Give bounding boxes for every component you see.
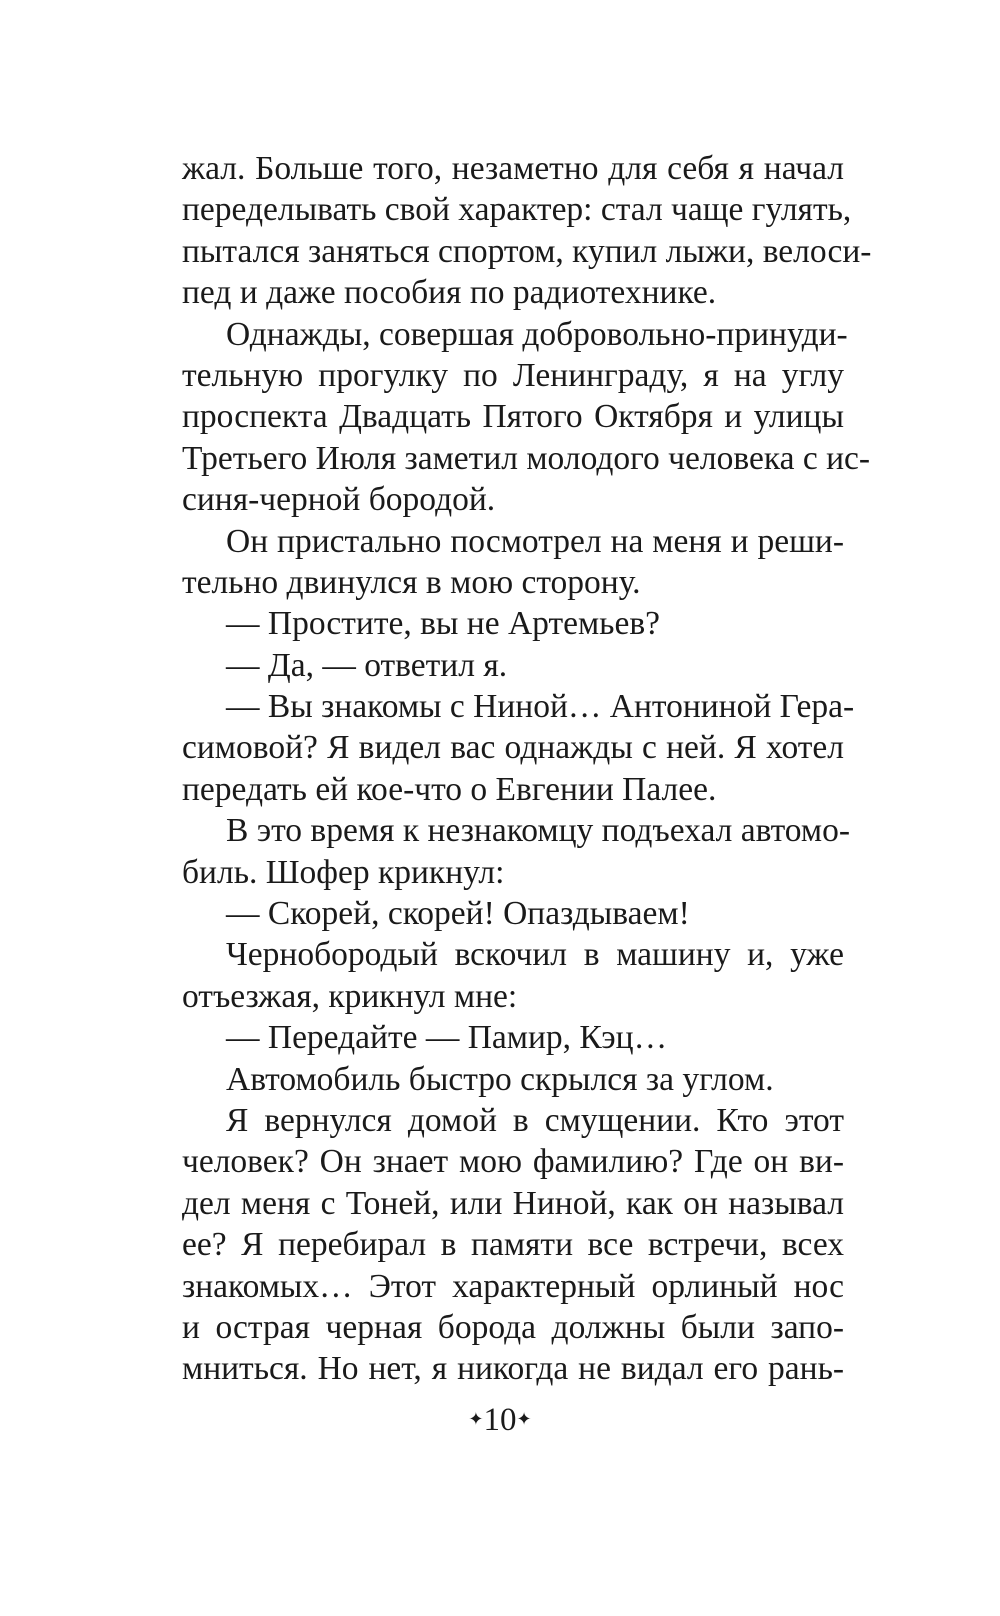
text-line: пытался заняться спортом, купил лыжи, велоси- [182, 232, 872, 270]
text-line: Однажды, совершая добровольно-принуди- [226, 315, 848, 353]
text-line: — Вы знакомы с Ниной… Антониной Гера- [226, 688, 855, 726]
page-number-value: 10 [483, 1402, 517, 1438]
text-line: Третьего Июля заметил молодого человека с ис- [182, 439, 871, 477]
text-line: жал. Больше того, незаметно для себя я начал [182, 150, 844, 187]
text-line: переделывать свой характер: стал чаще гулять, [182, 191, 852, 229]
text-line: тельную прогулку по Ленинграду, я на углу [182, 356, 844, 394]
text-line: дел меня с Тоней, или Ниной, как он называл [182, 1184, 844, 1222]
text-line: В это время к незнакомцу подъехал автомо- [226, 812, 851, 850]
text-line: мниться. Но нет, я никогда не видал его рань- [182, 1350, 844, 1388]
text-line: симовой? Я видел вас однажды с ней. Я хотел [182, 729, 844, 767]
text-line: Автомобиль быстро скрылся за углом. [226, 1060, 774, 1098]
body-text [182, 148, 872, 1390]
ornament-right-icon: ✦ [516, 1409, 532, 1430]
text-line: — Скорей, скорей! Опаздываем! [226, 895, 690, 933]
page-number [0, 1400, 1000, 1442]
text-line: пед и даже пособия по радиотехнике. [182, 274, 717, 312]
text-line: тельно двинулся в мою сторону. [182, 563, 641, 601]
text-line: биль. Шофер крикнул: [182, 853, 505, 891]
text-line: отъезжая, крикнул мне: [182, 977, 518, 1015]
text-line: и острая черная борода должны были запо- [182, 1308, 844, 1346]
text-line: Он пристально посмотрел на меня и реши- [226, 522, 844, 560]
text-line: синя-черной бородой. [182, 481, 496, 519]
text-line: проспекта Двадцать Пятого Октября и улицы [182, 398, 844, 436]
text-line: — Да, — ответил я. [226, 646, 508, 684]
text-line: Я вернулся домой в смущении. Кто этот [226, 1101, 844, 1139]
text-line: человек? Он знает мою фамилию? Где он ви- [182, 1143, 844, 1181]
text-line: — Передайте — Памир, Кэц… [226, 1019, 668, 1057]
ornament-left-icon: ✦ [468, 1409, 484, 1430]
text-line: Чернобородый вскочил в машину и, уже [226, 936, 844, 974]
text-line: — Простите, вы не Артемьев? [226, 605, 661, 643]
text-line: передать ей кое-что о Евгении Палее. [182, 770, 717, 808]
text-line: знакомых… Этот характерный орлиный нос [182, 1267, 844, 1305]
text-line: ее? Я перебирал в памяти все встречи, всех [182, 1226, 844, 1264]
